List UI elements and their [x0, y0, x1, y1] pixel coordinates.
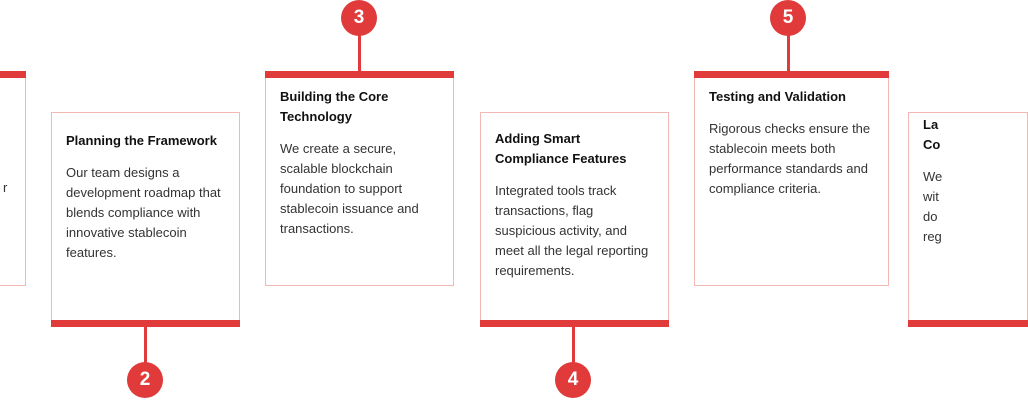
step-card-3-accent-bar	[265, 71, 454, 78]
step-card-3	[265, 78, 454, 286]
step-card-5-text: Rigorous checks ensure the stablecoin meets both performance standards and compliance criteria.	[709, 121, 871, 196]
step-card-6-title: La Co	[923, 117, 941, 152]
step-card-2-text: Our team designs a development roadmap that blends compliance with innovative stablecoin features.	[66, 165, 221, 260]
step-card-2	[51, 112, 240, 320]
step-card-3-title: Building the Core Technology	[280, 89, 389, 124]
step-card-6-accent-bar	[908, 320, 1028, 327]
step-5-number-badge: 5	[770, 0, 806, 36]
step-card-4-text: Integrated tools track transactions, flag suspicious activity, and meet all the legal reporting requirements.	[495, 183, 649, 278]
step-2-number-badge: 2	[127, 362, 163, 398]
step-card-1-text: r	[3, 180, 8, 195]
step-3-number-badge: 3	[341, 0, 377, 36]
step-card-6	[908, 112, 1028, 320]
step-card-6-text: We wit do reg	[923, 169, 943, 244]
step-card-1-accent-bar	[0, 71, 26, 78]
step-5-connector	[787, 34, 790, 72]
step-card-5-title: Testing and Validation	[709, 89, 846, 104]
step-3-connector	[358, 34, 361, 72]
step-card-4-title: Adding Smart Compliance Features	[495, 131, 627, 166]
step-card-2-title: Planning the Framework	[66, 133, 217, 148]
step-card-4	[480, 112, 669, 320]
step-card-2-accent-bar	[51, 320, 240, 327]
step-4-number-badge: 4	[555, 362, 591, 398]
step-2-connector	[144, 327, 147, 365]
step-card-1	[0, 78, 26, 286]
step-4-connector	[572, 327, 575, 365]
step-card-4-accent-bar	[480, 320, 669, 327]
step-card-3-text: We create a secure, scalable blockchain foundation to support stablecoin issuance and transactions.	[280, 141, 419, 236]
step-card-5-accent-bar	[694, 71, 889, 78]
step-card-5	[694, 78, 889, 286]
